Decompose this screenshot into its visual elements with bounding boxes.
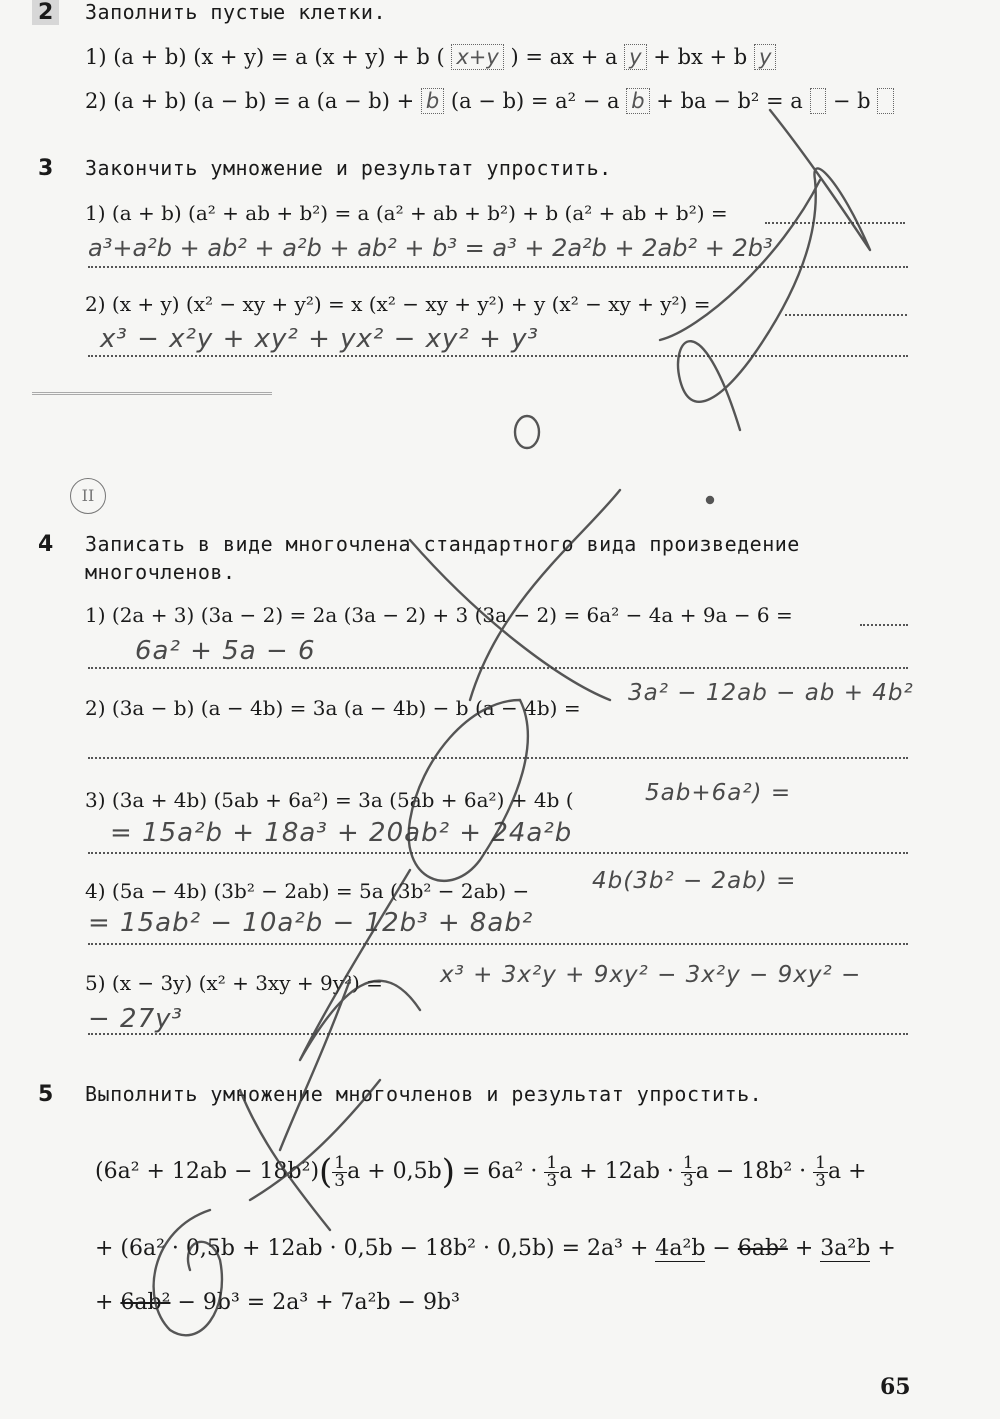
section-4-title-line-1: Записать в виде многочлена стандартного вида произведение — [85, 532, 800, 556]
section-4-inline-answer-4: 4b(3b² − 2ab) = — [592, 868, 797, 894]
section-4-answer-3: = 15a²b + 18a³ + 20ab² + 24a²b — [110, 818, 573, 848]
section-4-title-line-2: многочленов. — [85, 560, 236, 584]
section-4-number: 4 — [38, 532, 54, 557]
section-4-answer-5: − 27y³ — [88, 1004, 183, 1034]
section-4-answer-4: = 15ab² − 10a²b − 12b³ + 8ab² — [88, 908, 534, 938]
section-4-inline-answer-3: 5ab+6a²) = — [645, 780, 792, 806]
answer-box[interactable]: b — [626, 88, 649, 114]
fraction: $\frac{1}{3}$ — [334, 1152, 346, 1191]
section-5-line-2: + (6a² · 0,5b + 12ab · 0,5b − 18b² · 0,5b) = 2a³ + 4a²b − 6ab² + 3a²b + — [95, 1236, 896, 1261]
section-5-line-1: (6a² + 12ab − 18b²)( $\frac{1}{3}$ a + 0,5b) = 6a² · $\frac{1}{3}$ a + 12ab · $\frac{1}{3}$ a − 18b² · $\frac{1}{3}$ a + — [95, 1152, 867, 1192]
section-4-item-3: 3) (3a + 4b) (5ab + 6a²) = 3a (5ab + 6a²) + 4b ( — [85, 788, 574, 812]
section-3-answer-1: a³+a²b + ab² + a²b + ab² + b³ = a³ + 2a²b + 2ab² + 2b³ — [88, 234, 773, 262]
section-2-line-2: 2) (a + b) (a − b) = a (a − b) + b (a − b) = a² − a b + ba − b² = a − b — [85, 88, 894, 114]
fraction: $\frac{1}{3}$ — [682, 1152, 694, 1191]
section-2-number: 2 — [32, 0, 59, 25]
section-5-line-3: + 6ab² − 9b³ = 2a³ + 7a²b − 9b³ — [95, 1290, 460, 1315]
section-4-item-4: 4) (5a − 4b) (3b² − 2ab) = 5a (3b² − 2ab) − — [85, 879, 530, 903]
level-badge: II — [70, 478, 106, 514]
section-4-answer-1: 6a² + 5a − 6 — [135, 636, 316, 666]
answer-box[interactable]: b — [421, 88, 444, 114]
section-5-title: Выполнить умножение многочленов и результат упростить. — [85, 1082, 763, 1106]
section-4-item-1: 1) (2a + 3) (3a − 2) = 2a (3a − 2) + 3 (3a − 2) = 6a² − 4a + 9a − 6 = — [85, 603, 793, 627]
section-2-title: Заполнить пустые клетки. — [85, 0, 386, 24]
section-4-inline-answer-5: x³ + 3x²y + 9xy² − 3x²y − 9xy² − — [440, 962, 862, 988]
section-5-number: 5 — [38, 1082, 54, 1107]
answer-box[interactable]: y — [754, 44, 776, 70]
answer-box[interactable]: x+y — [451, 44, 503, 70]
section-3-number: 3 — [38, 156, 54, 181]
answer-box[interactable]: y — [624, 44, 646, 70]
fraction: $\frac{1}{3}$ — [546, 1152, 558, 1191]
section-3-item-2: 2) (x + y) (x² − xy + y²) = x (x² − xy + y²) + y (x² − xy + y²) = — [85, 292, 711, 316]
section-4-item-5: 5) (x − 3y) (x² + 3xy + 9y²) = — [85, 971, 383, 995]
section-3-answer-2: x³ − x²y + xy² + yx² − xy² + y³ — [100, 324, 539, 354]
section-4-inline-answer-2: 3a² − 12ab − ab + 4b² — [628, 680, 914, 706]
page-number: 65 — [880, 1374, 911, 1400]
section-2-line-1: 1) (a + b) (x + y) = a (x + y) + b ( x+y ) = ax + a y + bx + b y — [85, 44, 776, 70]
section-3-title: Закончить умножение и результат упростить. — [85, 156, 612, 180]
fraction: $\frac{1}{3}$ — [815, 1152, 826, 1191]
section-3-item-1: 1) (a + b) (a² + ab + b²) = a (a² + ab + b²) + b (a² + ab + b²) = — [85, 201, 728, 225]
section-4-item-2: 2) (3a − b) (a − 4b) = 3a (a − 4b) − b (a − 4b) = — [85, 696, 581, 720]
